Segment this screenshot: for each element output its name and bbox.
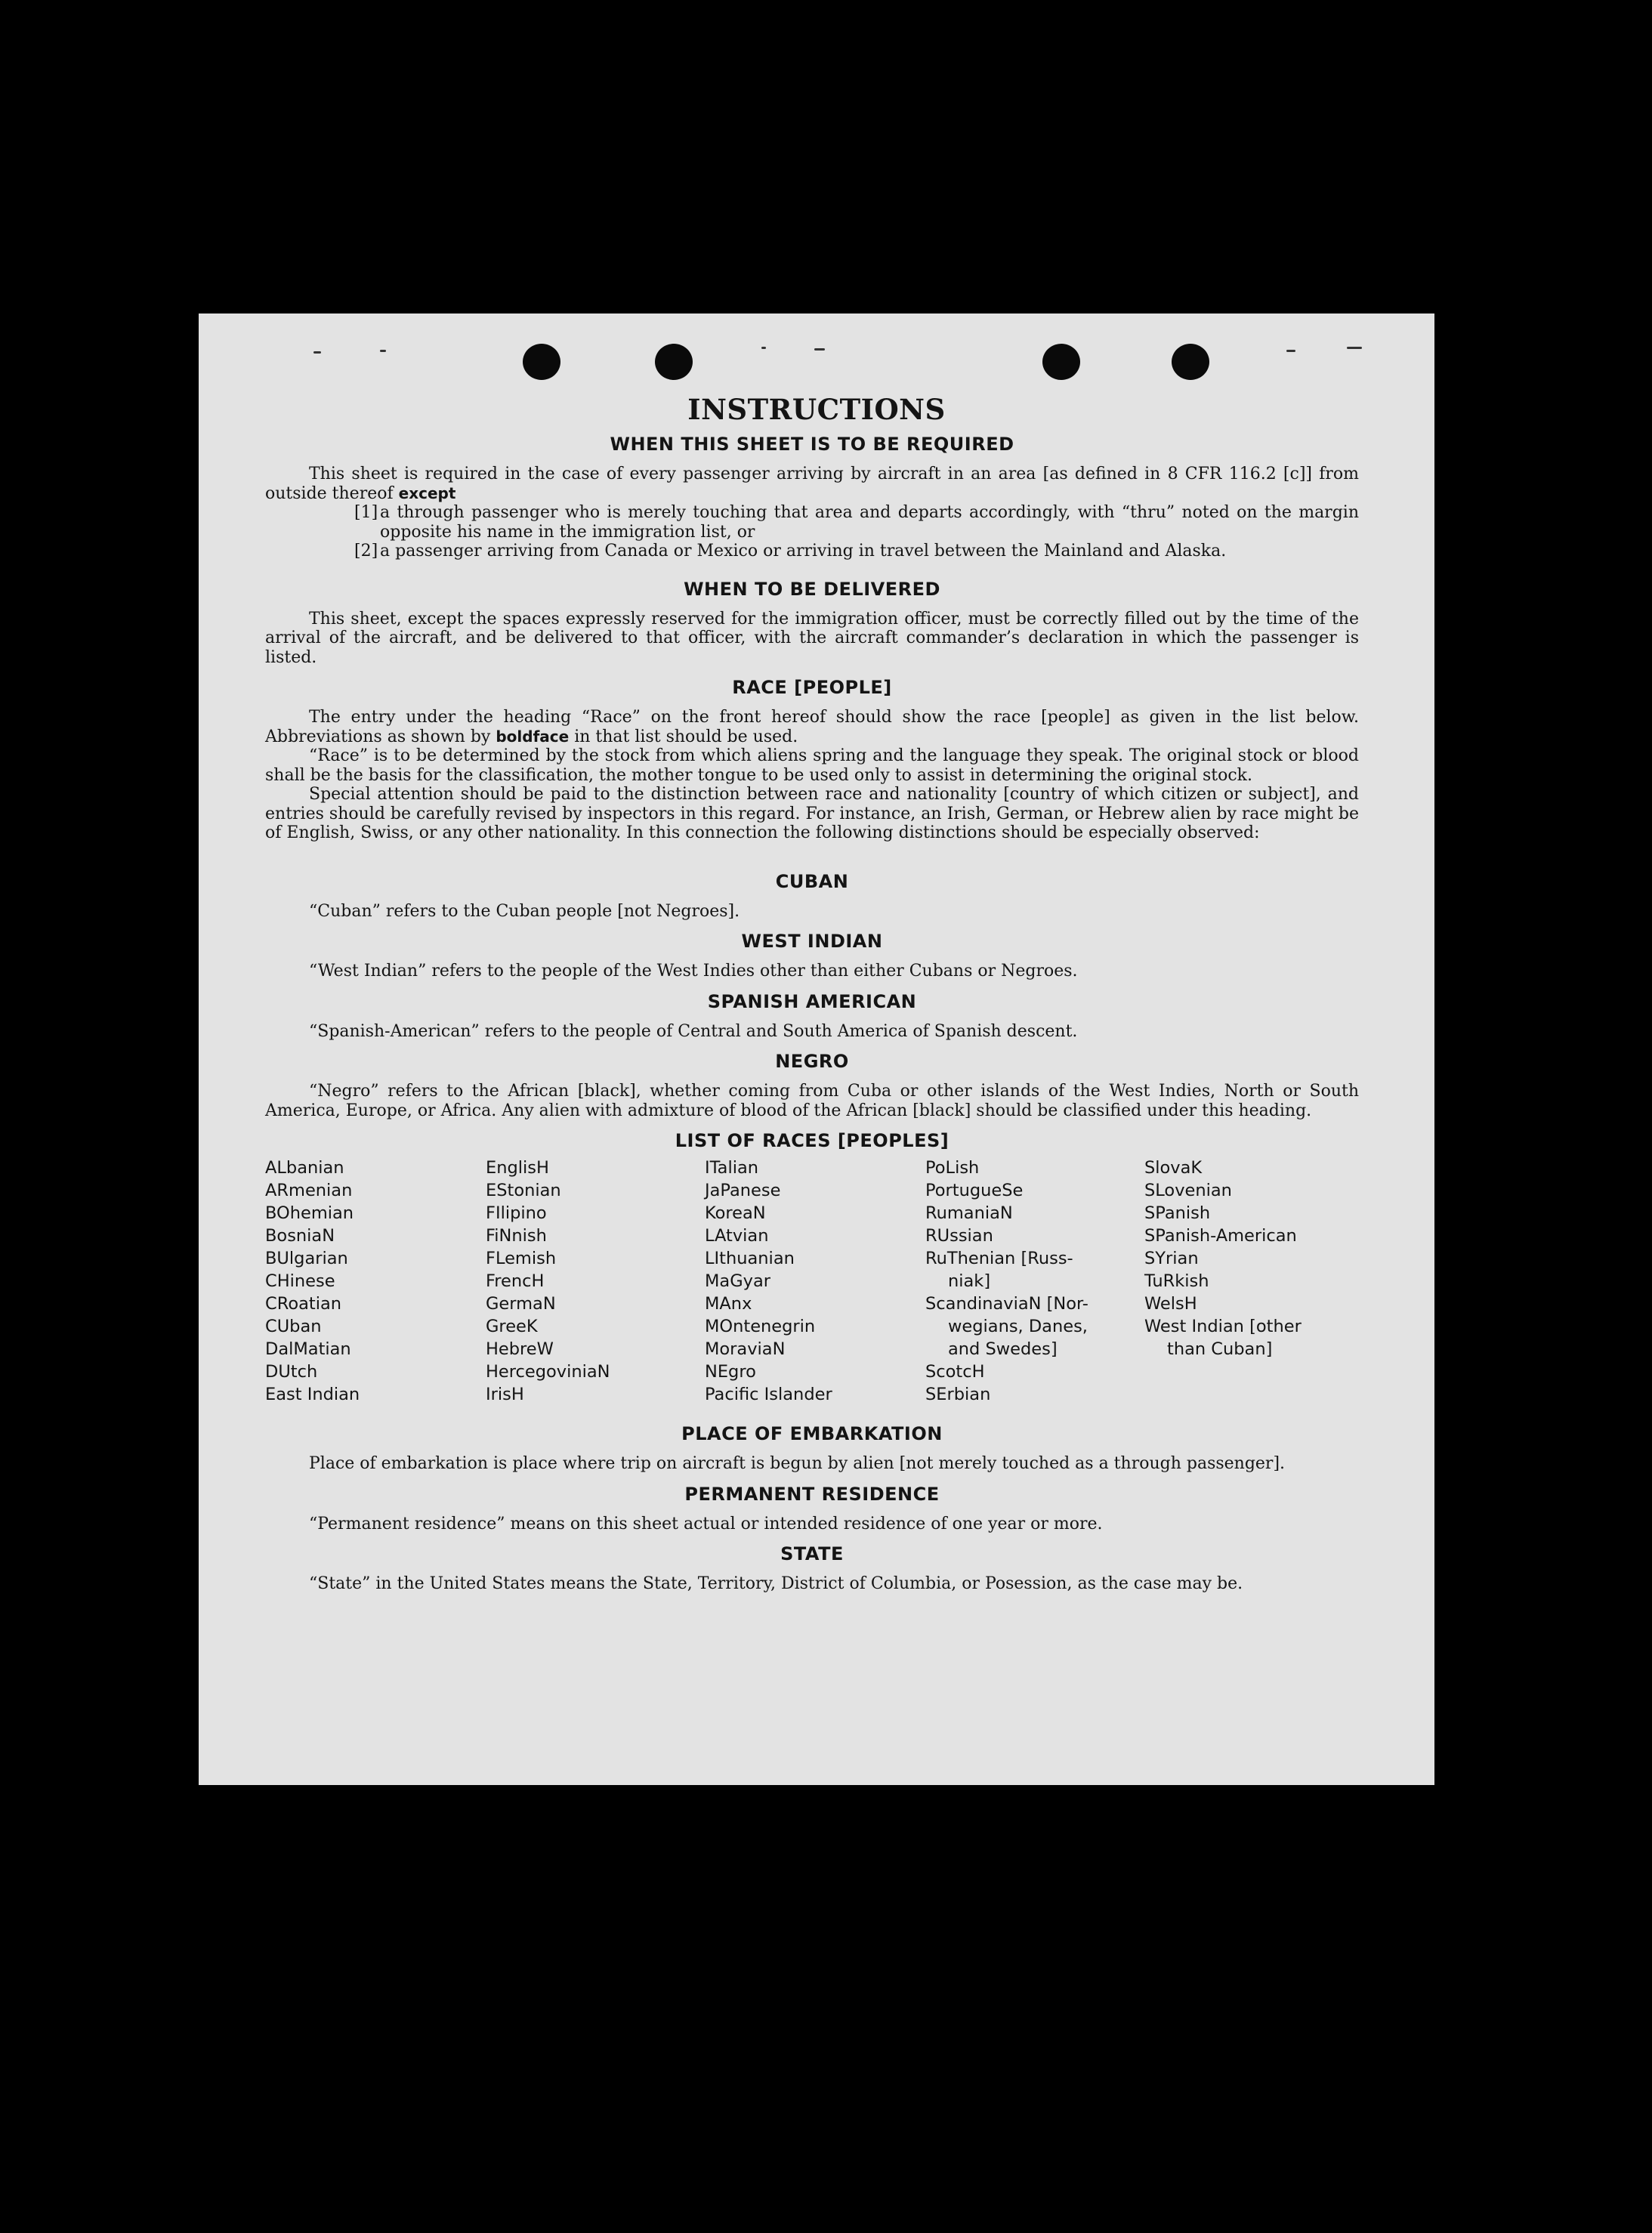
- instructions-body: [265, 433, 1359, 1594]
- race-entry: MOntenegrin: [705, 1317, 816, 1336]
- race-entry-continued: and Swedes]: [948, 1339, 1058, 1359]
- race-entry: FLemish: [486, 1249, 557, 1268]
- race-entry: RUssian: [925, 1226, 993, 1246]
- races-column: [925, 1157, 1144, 1406]
- negro-text: “Negro” refers to the African [black], whether coming from Cuba or other islands of the West Indies, North or South America, Europe, or Africa. Any alien with admixture of blood of the African [black] should be classified under this heading.: [265, 1082, 1359, 1120]
- race-entry: CHinese: [265, 1271, 335, 1291]
- race-entry: MaGyar: [705, 1271, 770, 1291]
- race-entry: LIthuanian: [705, 1249, 795, 1268]
- section-heading-state: STATE: [780, 1543, 844, 1564]
- races-list: [265, 1157, 1359, 1406]
- races-column: [1144, 1157, 1371, 1406]
- race-entry: EnglisH: [486, 1158, 549, 1178]
- race-entry: PortugueSe: [925, 1181, 1024, 1200]
- section-heading-required: WHEN THIS SHEET IS TO BE REQUIRED: [610, 434, 1014, 455]
- race-entry: ScandinaviaN [Nor-: [925, 1294, 1088, 1314]
- races-column: [486, 1157, 705, 1406]
- section-heading-residence: PERMANENT RESIDENCE: [684, 1483, 940, 1505]
- race-paragraph-2: “Race” is to be determined by the stock from which aliens spring and the language they speak. The original stock or blood shall be the basis for the classification, the mother tongue to be used only to assist in determining the original stock.: [265, 746, 1359, 785]
- paper-speck: [1286, 350, 1295, 352]
- race-entry: MAnx: [705, 1294, 752, 1314]
- race-entry: KoreaN: [705, 1203, 766, 1223]
- paper-speck: [313, 351, 321, 354]
- punch-hole: [1172, 344, 1209, 380]
- races-column: [705, 1157, 925, 1406]
- race-entry-continued: niak]: [948, 1271, 991, 1291]
- races-column: [265, 1157, 486, 1406]
- race-entry: SErbian: [925, 1385, 991, 1404]
- race-entry: CRoatian: [265, 1294, 342, 1314]
- required-item-2: [2] a passenger arriving from Canada or Mexico or arriving in travel between the Mainland and Alaska.: [354, 542, 1227, 561]
- embarkation-text: Place of embarkation is place where trip on aircraft is begun by alien [not merely touched as a through passenger].: [309, 1454, 1286, 1473]
- race-entry: SlovaK: [1144, 1158, 1203, 1178]
- race-entry: ARmenian: [265, 1181, 353, 1200]
- race-entry: FiNnish: [486, 1226, 547, 1246]
- race-entry: GermaN: [486, 1294, 556, 1314]
- section-heading-race: RACE [PEOPLE]: [732, 677, 892, 698]
- race-entry: GreeK: [486, 1317, 538, 1336]
- race-entry: SYrian: [1144, 1249, 1199, 1268]
- race-entry: FIlipino: [486, 1203, 547, 1223]
- residence-text: “Permanent residence” means on this sheet actual or intended residence of one year or more.: [309, 1514, 1103, 1533]
- race-entry: PoLish: [925, 1158, 980, 1178]
- race-entry: SPanish: [1144, 1203, 1211, 1223]
- page-title: INSTRUCTIONS: [687, 393, 946, 426]
- section-heading-negro: NEGRO: [775, 1051, 849, 1072]
- race-entry: IrisH: [486, 1385, 524, 1404]
- section-heading-delivered: WHEN TO BE DELIVERED: [684, 578, 940, 600]
- required-item-1: [1] a through passenger who is merely touching that area and departs accordingly, with “thru” noted on the margin opposite his name in the immigration list, or: [354, 503, 1359, 542]
- race-entry: FrencH: [486, 1271, 545, 1291]
- race-entry: RumaniaN: [925, 1203, 1013, 1223]
- race-entry: SLovenian: [1144, 1181, 1232, 1200]
- race-entry: WelsH: [1144, 1294, 1197, 1314]
- race-entry: ALbanian: [265, 1158, 344, 1178]
- cuban-text: “Cuban” refers to the Cuban people [not Negroes].: [309, 901, 740, 921]
- required-intro: This sheet is required in the case of every passenger arriving by aircraft in an area [as defined in 8 CFR 116.2 [c]] from outside thereof except: [265, 465, 1359, 503]
- race-entry: HercegoviniaN: [486, 1362, 610, 1382]
- race-entry: SPanish-American: [1144, 1226, 1297, 1246]
- race-entry: MoraviaN: [705, 1339, 786, 1359]
- race-entry: BosniaN: [265, 1226, 335, 1246]
- race-entry: HebreW: [486, 1339, 554, 1359]
- race-entry: DalMatian: [265, 1339, 351, 1359]
- race-entry: BUlgarian: [265, 1249, 348, 1268]
- race-entry: NEgro: [705, 1362, 756, 1382]
- section-heading-embarkation: PLACE OF EMBARKATION: [681, 1423, 943, 1444]
- delivered-text: This sheet, except the spaces expressly reserved for the immigration officer, must be correctly filled out by the time of the arrival of the aircraft, and be delivered to that officer, with the aircraft commander’s declaration in which the passenger is listed.: [265, 609, 1359, 667]
- punch-hole: [1042, 344, 1080, 380]
- section-heading-list-of-races: LIST OF RACES [PEOPLES]: [675, 1130, 950, 1151]
- section-heading-cuban: CUBAN: [775, 870, 849, 892]
- race-entry-continued: wegians, Danes,: [948, 1317, 1088, 1336]
- paper-speck: [380, 350, 386, 352]
- race-entry: Pacific Islander: [705, 1385, 832, 1404]
- punch-hole: [523, 344, 560, 380]
- paper-speck: [1347, 347, 1362, 349]
- race-entry: EStonian: [486, 1181, 561, 1200]
- race-entry: West Indian [other: [1144, 1317, 1302, 1336]
- race-entry: CUban: [265, 1317, 322, 1336]
- punch-hole: [655, 344, 693, 380]
- race-entry: BOhemian: [265, 1203, 354, 1223]
- section-heading-spanish-american: SPANISH AMERICAN: [707, 990, 917, 1012]
- state-text: “State” in the United States means the State, Territory, District of Columbia, or Posession, as the case may be.: [309, 1574, 1243, 1593]
- race-entry: ScotcH: [925, 1362, 985, 1382]
- race-entry: TuRkish: [1144, 1271, 1209, 1291]
- race-paragraph-3: Special attention should be paid to the distinction between race and nationality [country of which citizen or subject], and entries should be carefully revised by inspectors in this regard. For instance, an Irish, German, or Hebrew alien by race might be of English, Swiss, or any other nationality. In this connection the following distinctions should be especially observed:: [265, 785, 1359, 842]
- section-heading-west-indian: WEST INDIAN: [741, 931, 883, 952]
- race-paragraph-1: The entry under the heading “Race” on the front hereof should show the race [people] as given in the list below. Abbreviations as shown by boldface in that list should be used.: [265, 708, 1359, 746]
- spanish-american-text: “Spanish-American” refers to the people of Central and South America of Spanish descent.: [309, 1021, 1078, 1041]
- paper-speck: [814, 348, 825, 351]
- instruction-sheet: [199, 313, 1434, 1785]
- race-entry: East Indian: [265, 1385, 360, 1404]
- race-entry: LAtvian: [705, 1226, 769, 1246]
- west-indian-text: “West Indian” refers to the people of the West Indies other than either Cubans or Negroes.: [309, 962, 1078, 981]
- race-entry: DUtch: [265, 1362, 318, 1382]
- race-entry: ITalian: [705, 1158, 758, 1178]
- race-entry-continued: than Cuban]: [1167, 1339, 1273, 1359]
- race-entry: RuThenian [Russ-: [925, 1249, 1073, 1268]
- race-entry: JaPanese: [705, 1181, 781, 1200]
- paper-speck: [761, 347, 766, 349]
